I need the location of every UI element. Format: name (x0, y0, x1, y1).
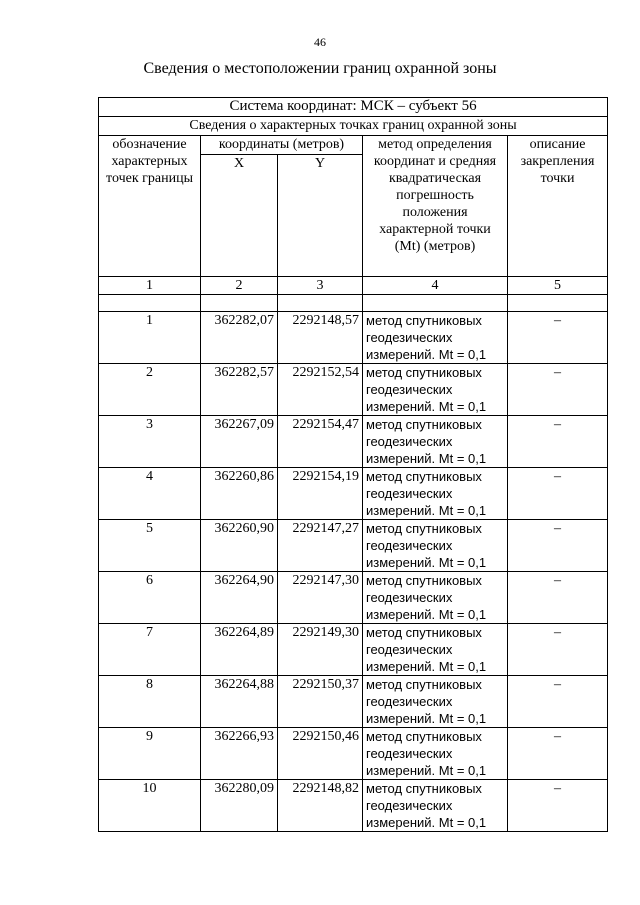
point-cell: 9 (99, 728, 201, 780)
header-method (363, 136, 508, 277)
column-number-row (99, 277, 608, 295)
description-cell: – (508, 572, 608, 624)
description-cell: – (508, 312, 608, 364)
x-coordinate-cell: 362260,90 (201, 520, 278, 572)
header-description-rest: закрепления точки (520, 154, 595, 186)
table-row (99, 416, 608, 468)
header-y: Y (278, 155, 363, 277)
table-row (99, 780, 608, 832)
x-coordinate-cell: 362282,07 (201, 312, 278, 364)
column-number: 2 (201, 277, 278, 295)
x-coordinate-cell: 362264,89 (201, 624, 278, 676)
coordinates-table (98, 97, 608, 832)
x-coordinate-cell: 362264,88 (201, 676, 278, 728)
y-coordinate-cell: 2292149,30 (278, 624, 363, 676)
description-cell: – (508, 624, 608, 676)
description-cell: – (508, 728, 608, 780)
table-row (99, 676, 608, 728)
description-cell: – (508, 416, 608, 468)
header-description (508, 136, 608, 277)
blank-cell (201, 295, 278, 312)
description-cell: – (508, 364, 608, 416)
x-coordinate-cell: 362280,09 (201, 780, 278, 832)
x-coordinate-cell: 362267,09 (201, 416, 278, 468)
document-title: Сведения о местоположении границ охранной зоны (143, 60, 497, 77)
point-cell: 3 (99, 416, 201, 468)
method-cell: метод спутниковых геодезических измерений. Mt = 0,1 (363, 728, 508, 780)
column-number: 1 (99, 277, 201, 295)
header-point-designation-line1: обозначение (112, 137, 187, 152)
table-row (99, 624, 608, 676)
x-coordinate-cell: 362282,57 (201, 364, 278, 416)
method-cell: метод спутниковых геодезических измерений. Mt = 0,1 (363, 572, 508, 624)
table-row (99, 572, 608, 624)
y-coordinate-cell: 2292154,19 (278, 468, 363, 520)
y-coordinate-cell: 2292147,30 (278, 572, 363, 624)
x-coordinate-cell: 362260,86 (201, 468, 278, 520)
point-cell: 10 (99, 780, 201, 832)
point-cell: 1 (99, 312, 201, 364)
method-cell: метод спутниковых геодезических измерений. Mt = 0,1 (363, 624, 508, 676)
y-coordinate-cell: 2292147,27 (278, 520, 363, 572)
page-number: 46 (314, 35, 326, 49)
table-row (99, 312, 608, 364)
description-cell: – (508, 520, 608, 572)
table-row (99, 468, 608, 520)
description-cell: – (508, 468, 608, 520)
description-cell: – (508, 780, 608, 832)
method-cell: метод спутниковых геодезических измерений. Mt = 0,1 (363, 312, 508, 364)
y-coordinate-cell: 2292154,47 (278, 416, 363, 468)
y-coordinate-cell: 2292148,57 (278, 312, 363, 364)
y-coordinate-cell: 2292150,46 (278, 728, 363, 780)
blank-cell (99, 295, 201, 312)
method-cell: метод спутниковых геодезических измерений. Mt = 0,1 (363, 676, 508, 728)
table-subtitle: Сведения о характерных точках границ охранной зоны (99, 117, 608, 136)
method-cell: метод спутниковых геодезических измерений. Mt = 0,1 (363, 780, 508, 832)
method-cell: метод спутниковых геодезических измерений. Mt = 0,1 (363, 520, 508, 572)
header-description-line1: описание (529, 137, 586, 152)
table-row (99, 364, 608, 416)
header-point-designation (99, 136, 201, 277)
method-cell: метод спутниковых геодезических измерений. Mt = 0,1 (363, 364, 508, 416)
header-row (99, 136, 608, 155)
x-coordinate-cell: 362264,90 (201, 572, 278, 624)
blank-cell (508, 295, 608, 312)
header-coordinates: координаты (метров) (201, 136, 363, 155)
point-cell: 4 (99, 468, 201, 520)
blank-cell (278, 295, 363, 312)
y-coordinate-cell: 2292152,54 (278, 364, 363, 416)
column-number: 3 (278, 277, 363, 295)
column-number: 5 (508, 277, 608, 295)
y-coordinate-cell: 2292150,37 (278, 676, 363, 728)
method-cell: метод спутниковых геодезических измерений. Mt = 0,1 (363, 416, 508, 468)
point-cell: 8 (99, 676, 201, 728)
point-cell: 6 (99, 572, 201, 624)
table-row (99, 520, 608, 572)
coordinate-system: Система координат: МСК – субъект 56 (99, 98, 608, 117)
header-method-line1: метод определения (378, 137, 492, 152)
point-cell: 2 (99, 364, 201, 416)
header-method-rest: координат и средняя квадратическая погрешность положения характерной точки (Mt) (метров) (373, 154, 497, 254)
table-subtitle-row (99, 117, 608, 136)
header-point-designation-rest: характерных точек границы (106, 154, 193, 186)
table-row (99, 728, 608, 780)
data-rows (99, 312, 608, 832)
point-cell: 7 (99, 624, 201, 676)
point-cell: 5 (99, 520, 201, 572)
coordinate-system-row (99, 98, 608, 117)
method-cell: метод спутниковых геодезических измерений. Mt = 0,1 (363, 468, 508, 520)
header-x: X (201, 155, 278, 277)
blank-row (99, 295, 608, 312)
column-number: 4 (363, 277, 508, 295)
y-coordinate-cell: 2292148,82 (278, 780, 363, 832)
x-coordinate-cell: 362266,93 (201, 728, 278, 780)
blank-cell (363, 295, 508, 312)
description-cell: – (508, 676, 608, 728)
